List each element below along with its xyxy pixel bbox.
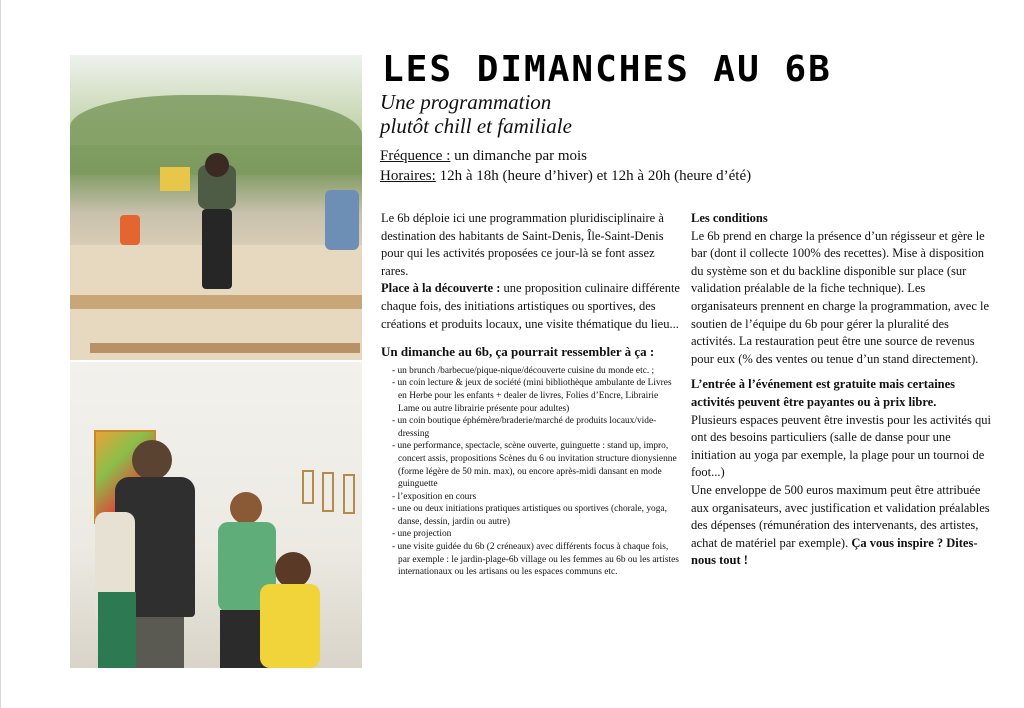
list-item: - une projection [392, 529, 452, 540]
subtitle [380, 90, 760, 138]
hours-line [380, 166, 980, 186]
hours-label: Horaires: [380, 168, 436, 184]
conditions-title: Les conditions [691, 211, 768, 225]
subtitle-line-1: Une programmation [380, 90, 552, 114]
subtitle-line-2: plutôt chill et familiale [380, 114, 572, 138]
hours-value: 12h à 18h (heure d’hiver) et 12h à 20h (heure d’été) [435, 168, 752, 184]
call-to-action: Ça vous inspire ? Dites-nous tout ! [691, 535, 978, 568]
right-column [691, 210, 991, 570]
frequency-value: un dimanche par mois [450, 148, 588, 164]
discovery-text: une proposition culinaire différente chaque fois, des initiations artistiques ou sportives, des créations et produits locaux, une visite thématique du lieu... [381, 281, 680, 331]
list-item: - un coin boutique éphémère/braderie/marché de produits locaux/vide-dressing [392, 416, 657, 439]
page-edge [0, 0, 1, 708]
frequency-line [380, 146, 980, 166]
list-item: - un coin lecture & jeux de société (mini bibliothèque ambulante de Livres en Herbe pour les enfants + dealer de livres, Folies d’Encre, Librairie Lame ou autre librairie présente pour adultes) [392, 378, 672, 414]
budget-paragraph [691, 482, 991, 570]
frequency-label: Fréquence : [380, 148, 451, 164]
list-item: - une performance, spectacle, scène ouverte, guinguette : stand up, impro, concert assis, propositions Scènes du 6 ou invitation structure dionysienne (forme légère de 50 min. max), ou encore après-midi dansant en mode guinguette [392, 441, 677, 490]
intro-paragraph: Le 6b déploie ici une programmation pluridisciplinaire à destination des habitants de Saint-Denis, Île-Saint-Denis pour qui les activités proposées ce jour-là se font assez rares. [381, 211, 664, 278]
left-column [381, 210, 681, 579]
discovery-paragraph [381, 280, 681, 333]
activities-list-title: Un dimanche au 6b, ça pourrait ressembler à ça : [381, 344, 655, 360]
spaces-paragraph: Plusieurs espaces peuvent être investis pour les activités qui ont des besoins particuliers (salle de danse pour une initiation au yoga par exemple, la plage pour un tournoi de foot...) [691, 412, 991, 480]
page-title: LES DIMANCHES AU 6B [382, 49, 832, 90]
list-item: - une visite guidée du 6b (2 créneaux) avec différents focus à chaque fois, par exemple : le jardin-plage-6b village ou les femmes au 6b ou les artistes internationaux ou les artisans ou les espaces communs etc. [392, 542, 679, 578]
list-item: - une ou deux initiations pratiques artistiques ou sportives (chorale, yoga, danse, dessin, jardin ou autre) [392, 504, 667, 527]
conditions-paragraph: Le 6b prend en charge la présence d’un régisseur et gère le bar (dont il collecte 100% des recettes). Mise à disposition du système son et du backline disponible sur place (sur validation préalable de la fiche technique). Les organisateurs prennent en charge la programmation, avec le soutien de l’équipe du 6b pour gérer la pluralité des activités. La restauration peut être une source de revenus pour eux (% des ventes ou tenue d’un stand directement). [691, 228, 990, 366]
list-item: - l’exposition en cours [392, 491, 477, 502]
discovery-label: Place à la découverte : [381, 281, 501, 296]
list-item: - un brunch /barbecue/pique-nique/découverte cuisine du monde etc. ; [392, 365, 655, 376]
exhibition-photo [70, 362, 362, 668]
outdoor-event-photo [70, 55, 362, 360]
free-entry-statement: L’entrée à l’événement est gratuite mais certaines activités peuvent être payantes ou à prix libre. [691, 377, 956, 409]
activities-list [381, 365, 681, 579]
budget-text: Une enveloppe de 500 euros maximum peut être attribuée aux organisateurs, avec justification et validation préalables des dépenses (rémunération des intervenants, des artistes, achat de matériel par exemple). [691, 482, 990, 550]
